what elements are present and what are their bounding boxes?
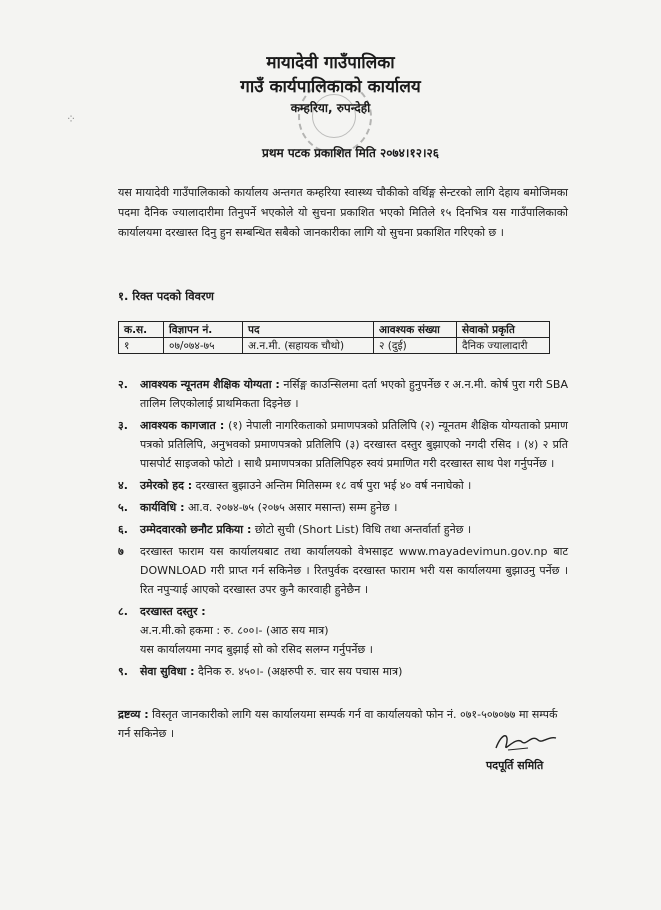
committee-signature-label: पदपूर्ति समिति [486, 759, 544, 772]
item-title: आवश्यक न्यूनतम शैक्षिक योग्यता : [140, 378, 280, 391]
list-item [118, 416, 568, 473]
table-cell: ०७/०७४-७५ [164, 338, 243, 354]
item-number: ७ [118, 545, 124, 558]
table-cell: १ [119, 338, 164, 354]
item-number: २. [118, 378, 128, 391]
office-address: कम्हरिया, रुपन्देही [290, 101, 371, 115]
item-title: कार्यविधि : [140, 501, 185, 514]
table-header-cell: सेवाको प्रकृति [457, 322, 550, 338]
item-number: ८. [118, 605, 128, 618]
list-item-facility [118, 662, 568, 681]
list-item [118, 476, 568, 495]
table-header-cell: पद [243, 322, 374, 338]
item-title: उमेरको हद : [140, 479, 193, 492]
table-header-cell: आवश्यक संख्या [374, 322, 457, 338]
list-item-fee [118, 602, 568, 659]
table-cell: दैनिक ज्यालादारी [457, 338, 550, 354]
intro-paragraph: यस मायादेवी गाउँपालिकाको कार्यालय अन्तगत कम्हरिया स्वास्थ्य चौकीको वर्थिङ्ग सेन्टरको लागि देहाय बमोजिमका पदमा दैनिक ज्यालादारीमा तिनुपर्ने भएकोले यो सुचना प्रकाशित भएको मितिले १५ दिनभित्र यस गाउँपालिकाको कार्यालयमा दरखास्त दिनु हुन सम्बन्धित सबैको जानकारीका लागि यो सुचना प्रकाशित गरिएको छ । [118, 186, 568, 239]
table-header-cell: विज्ञापन नं. [164, 322, 243, 338]
list-item [118, 542, 568, 599]
item-text: दरखास्त फाराम यस कार्यालयबाट तथा कार्यालयको वेभसाइट www.mayadevimun.gov.np बाट DOWNLOAD गरी प्राप्त गर्न सकिनेछ । रितपुर्वक दरखास्त फाराम भरी यस कार्यालयमा बुझाउनु पर्नेछ । रित नपुऱ्याई आएको दरखास्त उपर कुनै कारवाही हुनेछैन । [140, 545, 568, 596]
table-header-row [119, 322, 550, 338]
municipality-name: मायादेवी गाउँपालिका [266, 53, 395, 73]
item-number: ३. [118, 419, 128, 432]
office-name: गाउँ कार्यपालिकाको कार्यालय [240, 77, 421, 97]
list-item [118, 375, 568, 413]
vacancy-table [118, 321, 550, 354]
table-cell: अ.न.मी. (सहायक चौथो) [243, 338, 374, 354]
list-item [118, 498, 568, 517]
item-title: दरखास्त दस्तुर : [140, 605, 206, 618]
item-text: दैनिक रु. ४५०।- (अक्षरुपी रु. चार सय पचास मात्र) [194, 665, 403, 678]
item-number: ९. [118, 665, 128, 678]
item-text: दरखास्त बुझाउने अन्तिम मितिसम्म १८ वर्ष पुरा भई ४० वर्ष ननाघेको । [192, 479, 472, 492]
item-text: आ.व. २०७४-७५ (२०७५ असार मसान्त) सम्म हुनेछ । [184, 501, 398, 514]
table-header-cell: क.स. [119, 322, 164, 338]
section-vacancy-details-heading: १. रिक्त पदको विवरण [118, 289, 214, 303]
item-title: सेवा सुविधा : [140, 665, 195, 678]
note-text: विस्तृत जानकारीको लागि यस कार्यालयमा सम्पर्क गर्न वा कार्यालयको फोन नं. ०७१-५०७०७७ मा सम्पर्क गर्न सकिनेछ । [118, 708, 558, 740]
item-text: छोटो सुची (Short List) विधि तथा अन्तर्वार्ता हुनेछ । [251, 523, 472, 536]
signature-icon [488, 728, 568, 756]
item-title: आवश्यक कागजात : [140, 419, 225, 432]
fee-amount: अ.न.मी.को हकमा : रु. ८००।- (आठ सय मात्र) [140, 624, 329, 637]
item-text: नर्सिङ्ग काउन्सिलमा दर्ता भएको हुनुपर्नेछ र अ.न.मी. कोर्ष पुरा गरी SBA तालिम लिएकोलाई प्राथमिकता दिइनेछ । [140, 378, 568, 410]
list-item [118, 520, 568, 539]
requirements-list [118, 375, 568, 684]
note-title: द्रष्टव्य : [118, 708, 149, 721]
item-number: ५. [118, 501, 128, 514]
table-row [119, 338, 550, 354]
scan-speck: ⁘ [66, 112, 77, 126]
item-number: ६. [118, 523, 128, 536]
item-text: (१) नेपाली नागरिकताको प्रमाणपत्रको प्रतिलिपि (२) न्यूनतम शैक्षिक योग्यताको प्रमाण पत्रको प्रतिलिपि, अनुभवको प्रमाणपत्रको प्रतिलिपि (३) दरखास्त दस्तुर बुझाएको नगदी रसिद । (४) २ प्रति पासपोर्ट साइजको फोटो । साथै प्रमाणपत्रका प्रतिलिपिहरु स्वयं प्रमाणित गरी दरखास्त साथ पेश गर्नुपर्नेछ । [140, 419, 568, 470]
item-number: ४. [118, 479, 128, 492]
table-cell: २ (दुई) [374, 338, 457, 354]
item-title: उम्मेदवारको छनौट प्रकिया : [140, 523, 252, 536]
publication-date: प्रथम पटक प्रकाशित मिति २०७४।१२।२६ [262, 146, 439, 160]
fee-instruction: यस कार्यालयमा नगद बुझाई सो को रसिद सलग्न गर्नुपर्नेछ । [140, 643, 373, 656]
